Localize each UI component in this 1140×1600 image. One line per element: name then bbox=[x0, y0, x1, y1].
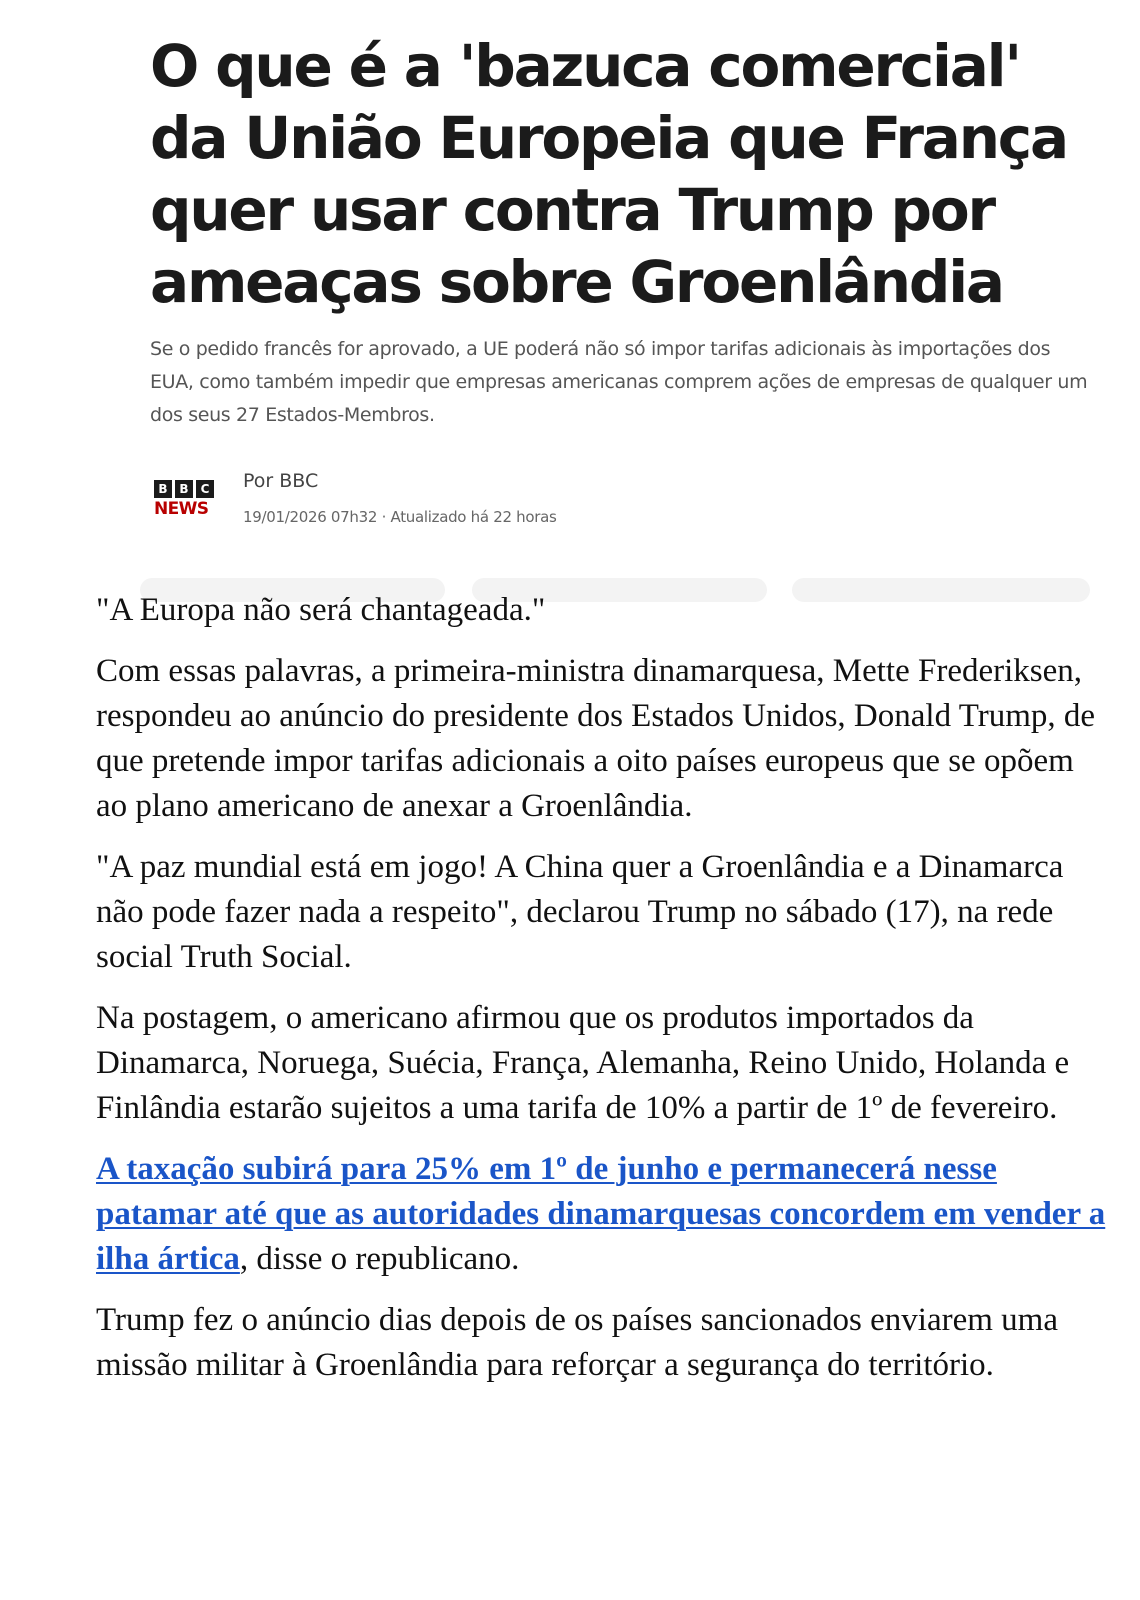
bbc-logo-blocks bbox=[154, 480, 216, 498]
article-subtitle: Se o pedido francês for aprovado, a UE poderá não só impor tarifas adicionais às importações dos EUA, como também impedir que empresas americanas comprem ações de empresas de qualquer um dos seus 27 Estados-Membros. bbox=[150, 338, 1088, 426]
bbc-logo-letter: B bbox=[154, 480, 172, 498]
bbc-logo-news: NEWS bbox=[154, 499, 209, 519]
article-paragraph: Com essas palavras, a primeira-ministra dinamarquesa, Mette Frederiksen, respondeu ao anúncio do presidente dos Estados Unidos, Donald Trump, de que pretende impor tarifas adicionais a oito países europeus que se opõem ao plano americano de anexar a Groenlândia. bbox=[96, 653, 1096, 824]
byline-author: Por BBC bbox=[243, 470, 319, 492]
paragraph-text: , disse o republicano. bbox=[239, 1241, 520, 1277]
bbc-logo-letter: C bbox=[196, 480, 214, 498]
byline-dates: 19/01/2026 07h32 · Atualizado há 22 horas bbox=[243, 508, 557, 526]
article-paragraph bbox=[96, 1147, 1106, 1282]
article-paragraph: "A paz mundial está em jogo! A China quer a Groenlândia e a Dinamarca não pode fazer nada a respeito", declarou Trump no sábado (17), na rede social Truth Social. bbox=[96, 849, 1064, 975]
article-paragraph: Na postagem, o americano afirmou que os produtos importados da Dinamarca, Noruega, Suécia, França, Alemanha, Reino Unido, Holanda e Finlândia estarão sujeitos a uma tarifa de 10% a partir de 1º de fevereiro. bbox=[96, 1000, 1070, 1126]
article-body bbox=[96, 588, 1106, 1404]
article-paragraph: Trump fez o anúncio dias depois de os países sancionados enviarem uma missão militar à Groenlândia para reforçar a segurança do território. bbox=[96, 1302, 1058, 1383]
tariff-link[interactable]: A taxação subirá para 25% em 1º de junho e permanecerá nesse patamar até que as autoridades dinamarquesas concordem em vender a ilha ártica bbox=[96, 1151, 1106, 1277]
bbc-logo-letter: B bbox=[175, 480, 193, 498]
bbc-news-logo bbox=[154, 480, 216, 519]
article-headline: O que é a 'bazuca comercial' da União Europeia que França quer usar contra Trump por ameaças sobre Groenlândia bbox=[150, 32, 1067, 316]
article-paragraph: "A Europa não será chantageada." bbox=[96, 592, 546, 628]
